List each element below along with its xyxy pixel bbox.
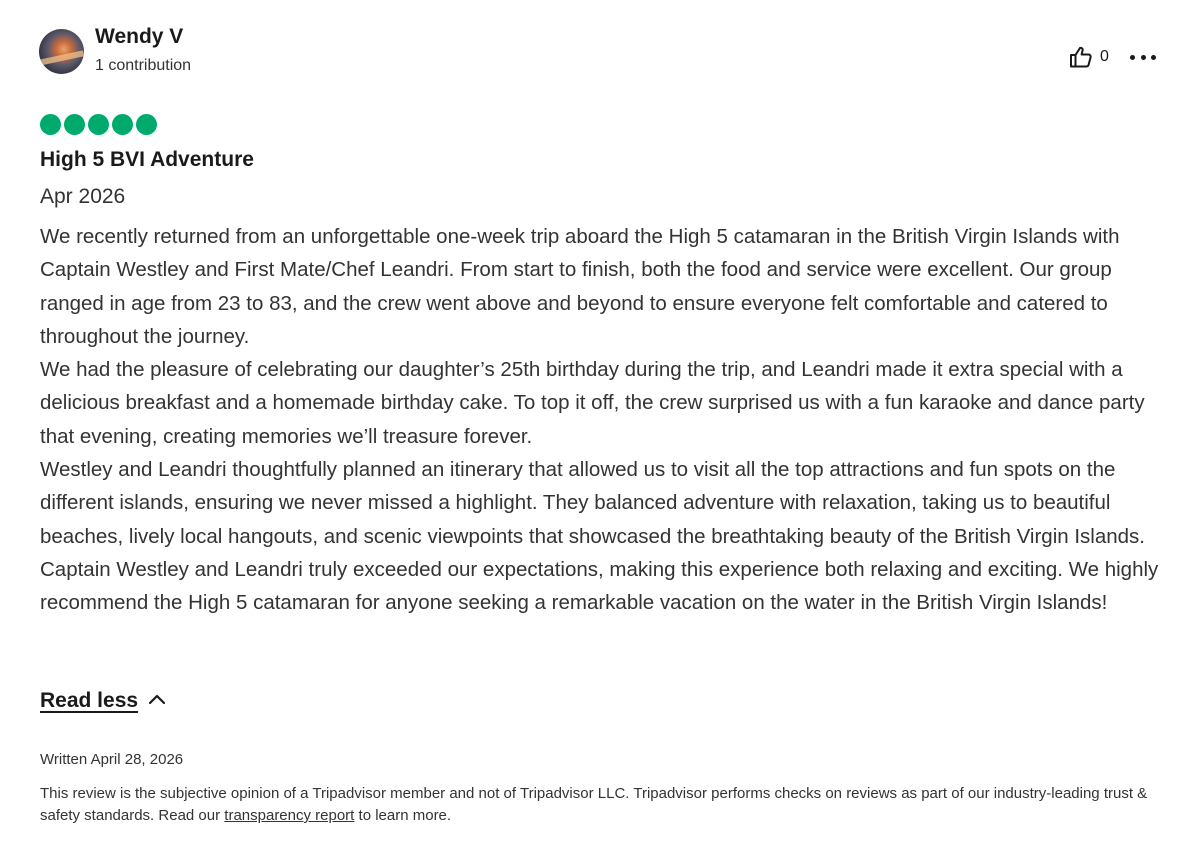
helpful-vote-button[interactable]: [1068, 45, 1109, 69]
review-paragraph: Westley and Leandri thoughtfully planned an itinerary that allowed us to visit all the top attractions and fun spots on the different islands, ensuring we never missed a highlight. They balanced adventure with relaxation, taking us to beautiful beaches, lively local hangouts, and scenic viewpoints that showcased the breathtaking beauty of the British Virgin Islands.: [40, 458, 1145, 548]
rating-bubble-icon: [64, 114, 85, 135]
rating-bubbles: [40, 114, 157, 135]
user-name[interactable]: Wendy V: [95, 25, 184, 48]
rating-bubble-icon: [40, 114, 61, 135]
review-paragraph: Captain Westley and Leandri truly exceeded our expectations, making this experience both relaxing and exciting. We highly recommend the High 5 catamaran for anyone seeking a remarkable vacation on the water in the British Virgin Islands!: [40, 557, 1159, 615]
user-contributions: 1 contribution: [95, 57, 192, 74]
disclaimer-text: This review is the subjective opinion of a Tripadvisor member and not of Tripadvisor LLC. Tripadvisor performs checks on reviews as part of our industry-leading trust & safety standards. Read our: [40, 785, 1148, 824]
chevron-up-icon: [148, 692, 166, 710]
rating-bubble-icon: [136, 114, 157, 135]
read-less-label: Read less: [40, 689, 139, 712]
review-paragraph: We had the pleasure of celebrating our daughter’s 25th birthday during the trip, and Leandri made it extra special with a delicious breakfast and a homemade birthday cake. To top it off, the crew surprised us with a fun karaoke and dance party that evening, creating memories we’ll treasure forever.: [40, 358, 1145, 448]
more-options-button[interactable]: [1130, 45, 1156, 69]
review-disclaimer: [40, 783, 1160, 827]
read-less-button[interactable]: [40, 689, 166, 713]
review-paragraph: We recently returned from an unforgettable one-week trip aboard the High 5 catamaran in the British Virgin Islands with Captain Westley and First Mate/Chef Leandri. From start to finish, both the food and service were excellent. Our group ranged in age from 23 to 83, and the crew went above and beyond to ensure everyone felt comfortable and catered to throughout the journey.: [40, 225, 1120, 348]
review-body: [40, 220, 1175, 620]
disclaimer-text-end: to learn more.: [354, 807, 452, 824]
helpful-count: 0: [1100, 48, 1109, 65]
written-date: Written April 28, 2026: [40, 751, 184, 768]
transparency-report-link[interactable]: transparency report: [224, 807, 355, 824]
rating-bubble-icon: [112, 114, 133, 135]
review-title: High 5 BVI Adventure: [40, 148, 254, 171]
user-avatar[interactable]: [39, 29, 84, 74]
review-date: Apr 2026: [40, 185, 126, 208]
more-options-icon: [1130, 55, 1135, 60]
thumbs-up-icon: [1068, 45, 1094, 69]
rating-bubble-icon: [88, 114, 109, 135]
